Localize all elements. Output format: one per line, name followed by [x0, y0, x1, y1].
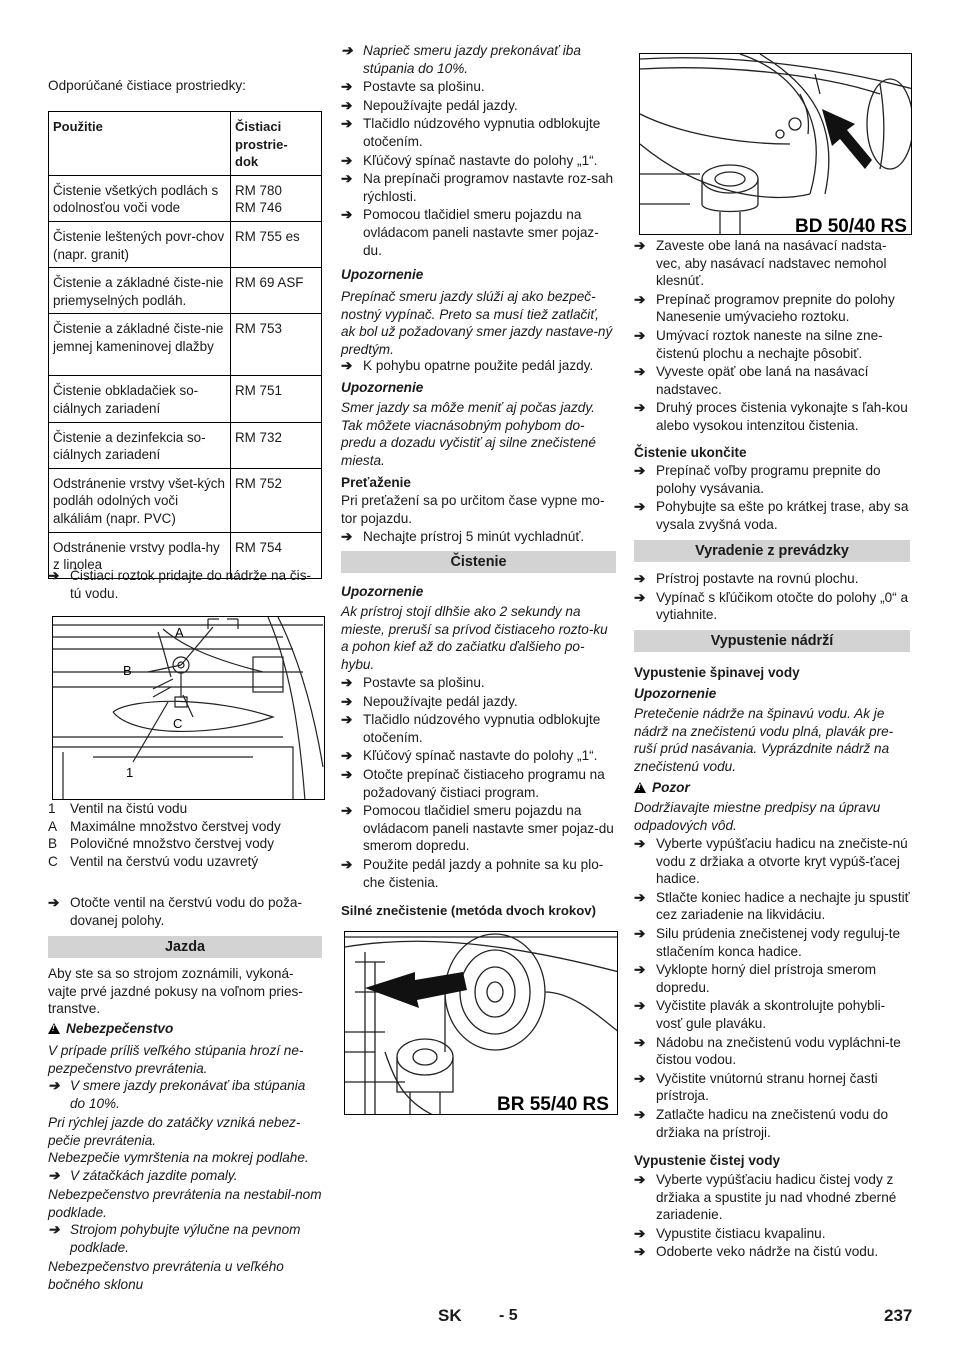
arrow-right-icon: ➔ [341, 171, 353, 187]
arrow-right-icon: ➔ [341, 712, 353, 728]
figure-label-1: 1 [126, 765, 134, 780]
step-item [634, 462, 910, 497]
arrow-right-icon: ➔ [634, 463, 646, 478]
warning-triangle-icon [634, 782, 646, 793]
warning-triangle-icon [48, 1023, 60, 1034]
footer-section: - 5 [499, 1307, 518, 1324]
arrow-right-icon: ➔ [634, 1225, 646, 1241]
table-row [49, 314, 322, 376]
step-item [634, 1171, 910, 1224]
arrow-right-icon: ➔ [48, 1078, 60, 1093]
table-row [49, 221, 322, 267]
footer-page-number: 237 [884, 1306, 913, 1325]
danger-text-4: Nebezpečenstvo prevrátenia na nestabil-nom podklade. [48, 1187, 322, 1220]
danger-text-3: Nebezpečie vymrštenia na mokrej podlahe. [48, 1150, 309, 1165]
arrow-right-icon: ➔ [341, 97, 353, 113]
arrow-right-icon: ➔ [341, 748, 353, 764]
finish-steps [634, 462, 910, 534]
figure-model-label: BD 50/40 RS [795, 216, 907, 235]
step-item [341, 42, 616, 77]
note2-heading: Upozornenie [341, 380, 424, 395]
arrow-right-icon: ➔ [634, 499, 646, 515]
step-text: Vyčistite plavák a skontrolujte pohybli-vosť gule plaváku. [656, 998, 886, 1031]
note1-text: Prepínač smeru jazdy slúži aj ako bezpeč-nostný vypínač. Preto sa musí tiež zatlačiť, ak bol už požadovaný smer jazdy nastave-ný predtým. [341, 289, 613, 357]
two-step-steps [634, 237, 910, 436]
step-item [341, 78, 616, 96]
note-text: Pretečenie nádrže na špinavú vodu. Ak je nádrž na znečistenú vodu plná, plavák pre-ruší prúd nasávania. Vyprázdnite nádrž na znečistenú vodu. [634, 706, 894, 774]
arrow-right-icon: ➔ [634, 364, 646, 380]
step-item [341, 747, 616, 765]
arrow-right-icon: ➔ [341, 856, 353, 872]
valve-drawing [53, 617, 325, 800]
section-header-vyradenie: Vyradenie z prevádzky [634, 540, 910, 562]
table-cell-use: Čistenie a základné čiste-nie jemnej kameninovej dlažby [49, 314, 231, 376]
arrow-right-icon: ➔ [634, 1034, 646, 1050]
step-text: Tlačidlo núdzového vypnutia odblokujte otočením. [363, 116, 601, 149]
overload-text: Pri preťažení sa po určitom čase vypne mo-tor pojazdu. [341, 493, 605, 526]
step-item [634, 961, 910, 996]
section-header-cistenie: Čistenie [341, 551, 616, 573]
step-item [341, 766, 616, 801]
step-item [634, 570, 910, 588]
cleaning-steps [341, 674, 616, 892]
step-item [634, 925, 910, 960]
arrow-right-icon: ➔ [634, 571, 646, 586]
shutdown-steps [634, 570, 910, 625]
danger-heading: !Nebezpečenstvo [48, 1020, 322, 1038]
step-add-solution: ➔ Čistiaci roztok pridajte do nádrže na čis-tú vodu. [48, 568, 312, 601]
column-1 [48, 0, 322, 1300]
step-text: Nepoužívajte pedál jazdy. [363, 693, 518, 709]
step-item [634, 1106, 910, 1141]
arrow-right-icon: ➔ [341, 79, 353, 95]
section-header-jazda: Jazda [48, 936, 322, 958]
step-item [341, 856, 616, 891]
note3-heading: Upozornenie [341, 584, 424, 599]
arrow-right-icon: ➔ [634, 1244, 646, 1260]
step-text: Stlačte koniec hadice a nechajte ju spustiť cez zariadenie na likvidáciu. [656, 889, 910, 923]
danger-step-1: ➔ V smere jazdy prekonávať iba stúpania do 10%. [48, 1078, 306, 1111]
legend-key: B [48, 836, 58, 852]
table-row [49, 175, 322, 221]
step-item [634, 399, 910, 434]
legend-item [48, 835, 322, 853]
step-item [634, 1070, 910, 1105]
step-item [634, 1243, 910, 1261]
step-text: Naprieč smeru jazdy prekonávať iba stúpania do 10%. [363, 43, 581, 76]
step-text: Pohybujte sa ešte po krátkej trase, aby sa vysala zvyšná voda. [656, 499, 909, 532]
figure-label-a: A [175, 625, 184, 640]
figure-label-c: C [173, 716, 183, 731]
step-item [634, 291, 910, 326]
figure-label-b: B [123, 663, 132, 678]
table-header-agent: Čistiaci prostrie- dok [231, 112, 322, 176]
danger-text-1: V prípade príliš veľkého stúpania hrozí ne-pezpečenstvo prevrátenia. [48, 1043, 304, 1076]
step-text: Postavte sa plošinu. [363, 675, 485, 690]
detergent-table [48, 111, 322, 579]
arrow-right-icon: ➔ [341, 116, 353, 132]
step-item [634, 237, 910, 290]
step-item [634, 1034, 910, 1069]
step-text: Umývací roztok naneste na silne zne-čistenú plochu a nechajte pôsobiť. [656, 327, 883, 361]
step-item [634, 889, 910, 924]
step-text: Zaveste obe laná na nasávací nadsta-vec, aby nasávací nadstavec nemohol klesnúť. [656, 238, 887, 289]
legend-key: A [48, 818, 58, 834]
arrow-right-icon: ➔ [634, 998, 646, 1014]
step-text: Prepínač voľby programu prepnite do polohy vysávania. [656, 463, 881, 496]
table-header-row [49, 112, 322, 176]
dirty-water-steps [634, 835, 910, 1142]
step-item [634, 835, 910, 888]
step-text: Nepoužívajte pedál jazdy. [363, 97, 518, 113]
step-item [634, 498, 910, 533]
arrow-right-icon: ➔ [634, 1172, 646, 1187]
note2-text: Smer jazdy sa môže meniť aj počas jazdy. Tak môžete viacnásobným pohybom do-predu a dozadu vyčistiť aj silne znečistené miesta. [341, 400, 596, 468]
table-cell-use: Čistenie a dezinfekcia so-ciálnych zariadení [49, 422, 231, 468]
step-text: Zatlačte hadicu na znečistenú vodu do držiaka na prístroji. [656, 1106, 889, 1140]
step-text: Vyklopte horný diel prístroja smerom dopredu. [656, 962, 877, 995]
arrow-right-icon: ➔ [634, 589, 646, 605]
step-item [634, 997, 910, 1032]
table-cell-agent: RM 755 es [231, 221, 322, 267]
step-text: Tlačidlo núdzového vypnutia odblokujte otočením. [363, 712, 601, 745]
arrow-right-icon: ➔ [48, 895, 60, 910]
step-item [341, 152, 616, 170]
table-header-use: Použitie [49, 112, 231, 176]
table-cell-use: Čistenie obkladačiek so-ciálnych zariadení [49, 376, 231, 422]
table-cell-agent: RM 754 [231, 532, 322, 578]
step-text: Kľúčový spínač nastavte do polohy „1“. [363, 748, 598, 764]
figure-model-label: BR 55/40 RS [497, 1094, 609, 1115]
step-item [341, 802, 616, 855]
arrow-right-icon: ➔ [634, 291, 646, 307]
detergent-table-wrap [48, 111, 322, 579]
table-cell-use: Odstránenie vrstvy všet-kých podláh odolných voči alkáliám (napr. PVC) [49, 468, 231, 532]
table-cell-agent: RM 69 ASF [231, 268, 322, 314]
jazda-intro: Aby ste sa so strojom zoznámili, vykoná-vajte prvé jazdné pokusy na voľnom pries-transtve. [48, 966, 303, 1017]
arrow-right-icon: ➔ [341, 766, 353, 782]
legend-key: C [48, 853, 58, 869]
step-text: Otočte prepínač čistiaceho programu na požadovaný čistiaci program. [363, 766, 605, 800]
step-text: Na prepínači programov nastavte roz-sah rýchlosti. [363, 171, 614, 204]
column-3 [634, 0, 910, 1300]
step-text: Použite pedál jazdy a pohnite sa ku plo-che čistenia. [363, 856, 604, 890]
arrow-right-icon: ➔ [634, 327, 646, 343]
danger-step-4: ➔ Strojom pohybujte výlučne na pevnom podklade. [48, 1222, 301, 1255]
step-item [341, 97, 616, 115]
dirty-water-heading: Vypustenie špinavej vody [634, 665, 800, 680]
arrow-right-icon: ➔ [341, 529, 353, 544]
table-cell-agent: RM 753 [231, 314, 322, 376]
step-text: Pomocou tlačidiel smeru pojazdu na ovládacom paneli nastavte smer pojaz-du. [363, 207, 599, 258]
danger-text-2: Pri rýchlej jazde do zatáčky vzniká nebez-pečie prevrátenia. [48, 1115, 301, 1148]
step-text: Vyberte vypúšťaciu hadicu na znečiste-nú vodu z držiaka a otvorte kryt vypúš-ťacej hadice. [656, 836, 908, 887]
note3-text: Ak prístroj stojí dlhšie ako 2 sekundy na mieste, preruší sa prívod čistiaceho rozto-ku a pohon kief až do začiatku ďalšieho po-hybu. [341, 604, 608, 672]
brush-drawing [345, 932, 618, 1115]
step-item [634, 327, 910, 362]
intro-text: Odporúčané čistiace prostriedky: [48, 78, 246, 93]
finish-heading: Čistenie ukončite [634, 445, 747, 460]
arrow-right-icon: ➔ [48, 1222, 60, 1237]
arrow-right-icon: ➔ [634, 925, 646, 941]
step-text: Vypustite čistiacu kvapalinu. [656, 1225, 826, 1241]
table-row [49, 268, 322, 314]
driving-steps [341, 42, 616, 260]
step-item [341, 711, 616, 746]
danger-step-3: ➔ V zátačkách jazdite pomaly. [48, 1168, 238, 1183]
legend-text: Polovičné množstvo čerstvej vody [70, 836, 274, 852]
step-text: Odoberte veko nádrže na čistú vodu. [656, 1244, 879, 1260]
table-row [49, 376, 322, 422]
table-row [49, 422, 322, 468]
heavy-dirt-heading: Silné znečistenie (metóda dvoch krokov) [341, 903, 597, 918]
step-text: Kľúčový spínač nastavte do polohy „1“. [363, 152, 598, 168]
step-text: Prepínač programov prepnite do polohy Nanesenie umývacieho roztoku. [656, 291, 895, 325]
step-text: Silu prúdenia znečistenej vody reguluj-te stlačením konca hadice. [656, 925, 901, 959]
table-cell-agent: RM 780 RM 746 [231, 175, 322, 221]
arrow-right-icon: ➔ [634, 962, 646, 978]
arrow-right-icon: ➔ [341, 43, 353, 58]
section-header-vypustenie: Vypustenie nádrží [634, 630, 910, 652]
step-text: Postavte sa plošinu. [363, 79, 485, 95]
arrow-right-icon: ➔ [341, 675, 353, 690]
arrow-right-icon: ➔ [634, 238, 646, 253]
step-item [341, 693, 616, 711]
legend-key: 1 [48, 801, 56, 816]
step-item [634, 1225, 910, 1243]
step-text: Druhý proces čistenia vykonajte s ľah-kou alebo vysokou intenzitou čistenia. [656, 400, 908, 433]
step-text: Vypínač s kľúčikom otočte do polohy „0“ a vytiahnite. [656, 589, 909, 623]
step-valve: ➔ Otočte ventil na čerstvú vodu do poža-dovanej polohy. [48, 895, 302, 928]
step-text: Prístroj postavte na rovnú plochu. [656, 571, 859, 586]
br-55-40-figure [344, 931, 618, 1115]
legend-item [48, 818, 322, 836]
arrow-right-icon: ➔ [48, 1168, 60, 1183]
table-cell-agent: RM 751 [231, 376, 322, 422]
danger-text-5: Nebezpečenstvo prevrátenia u veľkého bočného sklonu [48, 1259, 284, 1292]
column-2 [341, 0, 616, 1300]
step-pedal: ➔ K pohybu opatrne použite pedál jazdy. [341, 358, 594, 373]
arrow-right-icon: ➔ [48, 568, 60, 583]
note-heading: Upozornenie [634, 686, 717, 701]
figure-legend [48, 800, 322, 870]
legend-text: Ventil na čerstvú vodu uzavretý [70, 853, 259, 869]
step-text: Vyberte vypúšťaciu hadicu čistej vody z držiaka a spustite ju nad vhodné zberné zariadenie. [656, 1172, 897, 1223]
table-cell-agent: RM 752 [231, 468, 322, 532]
arrow-right-icon: ➔ [341, 152, 353, 168]
legend-text: Maximálne množstvo čerstvej vody [70, 818, 281, 834]
step-text: Pomocou tlačidiel smeru pojazdu na ovládacom paneli nastavte smer pojaz-du smerom dopredu. [363, 803, 614, 854]
arrow-right-icon: ➔ [341, 358, 353, 373]
step-item [341, 170, 616, 205]
table-cell-use: Čistenie a základné čiste-nie priemyselných podláh. [49, 268, 231, 314]
footer-language: SK [438, 1306, 462, 1325]
caution-heading: !Pozor [634, 779, 910, 797]
table-cell-use: Čistenie leštených povr-chov (napr. granit) [49, 221, 231, 267]
bd-50-40-figure [639, 53, 912, 235]
step-text: Vyčistite vnútornú stranu hornej časti prístroja. [656, 1070, 878, 1104]
step-item [634, 589, 910, 624]
step-item [341, 674, 616, 692]
table-cell-agent: RM 732 [231, 422, 322, 468]
step-text: Vyveste opäť obe laná na nasávací nadstavec. [656, 364, 869, 397]
clean-water-steps [634, 1171, 910, 1262]
caution-text: Dodržiavajte miestne predpisy na úpravu odpadových vôd. [634, 800, 881, 833]
arrow-right-icon: ➔ [341, 207, 353, 223]
machine-drawing [640, 54, 912, 235]
table-cell-use: Odstránenie vrstvy podla-hy z linolea [49, 532, 231, 578]
clean-water-heading: Vypustenie čistej vody [634, 1153, 781, 1168]
arrow-right-icon: ➔ [341, 803, 353, 819]
table-row [49, 468, 322, 532]
arrow-right-icon: ➔ [634, 836, 646, 851]
arrow-right-icon: ➔ [634, 889, 646, 905]
legend-item [48, 800, 322, 818]
note1-heading: Upozornenie [341, 267, 424, 282]
step-item [341, 206, 616, 259]
arrow-right-icon: ➔ [634, 1106, 646, 1122]
overload-step: ➔ Nechajte prístroj 5 minút vychladnúť. [341, 529, 585, 544]
step-text: Nádobu na znečistenú vodu vypláchni-te čistou vodou. [656, 1034, 901, 1068]
arrow-right-icon: ➔ [634, 400, 646, 416]
table-cell-use: Čistenie všetkých podlách s odolnosťou voči vode [49, 175, 231, 221]
overload-heading: Preťaženie [341, 475, 411, 490]
arrow-right-icon: ➔ [341, 693, 353, 709]
step-item [634, 363, 910, 398]
valve-figure [52, 616, 325, 800]
arrow-right-icon: ➔ [634, 1070, 646, 1086]
step-item [341, 115, 616, 150]
legend-text: Ventil na čistú vodu [70, 801, 188, 816]
legend-item [48, 853, 322, 871]
